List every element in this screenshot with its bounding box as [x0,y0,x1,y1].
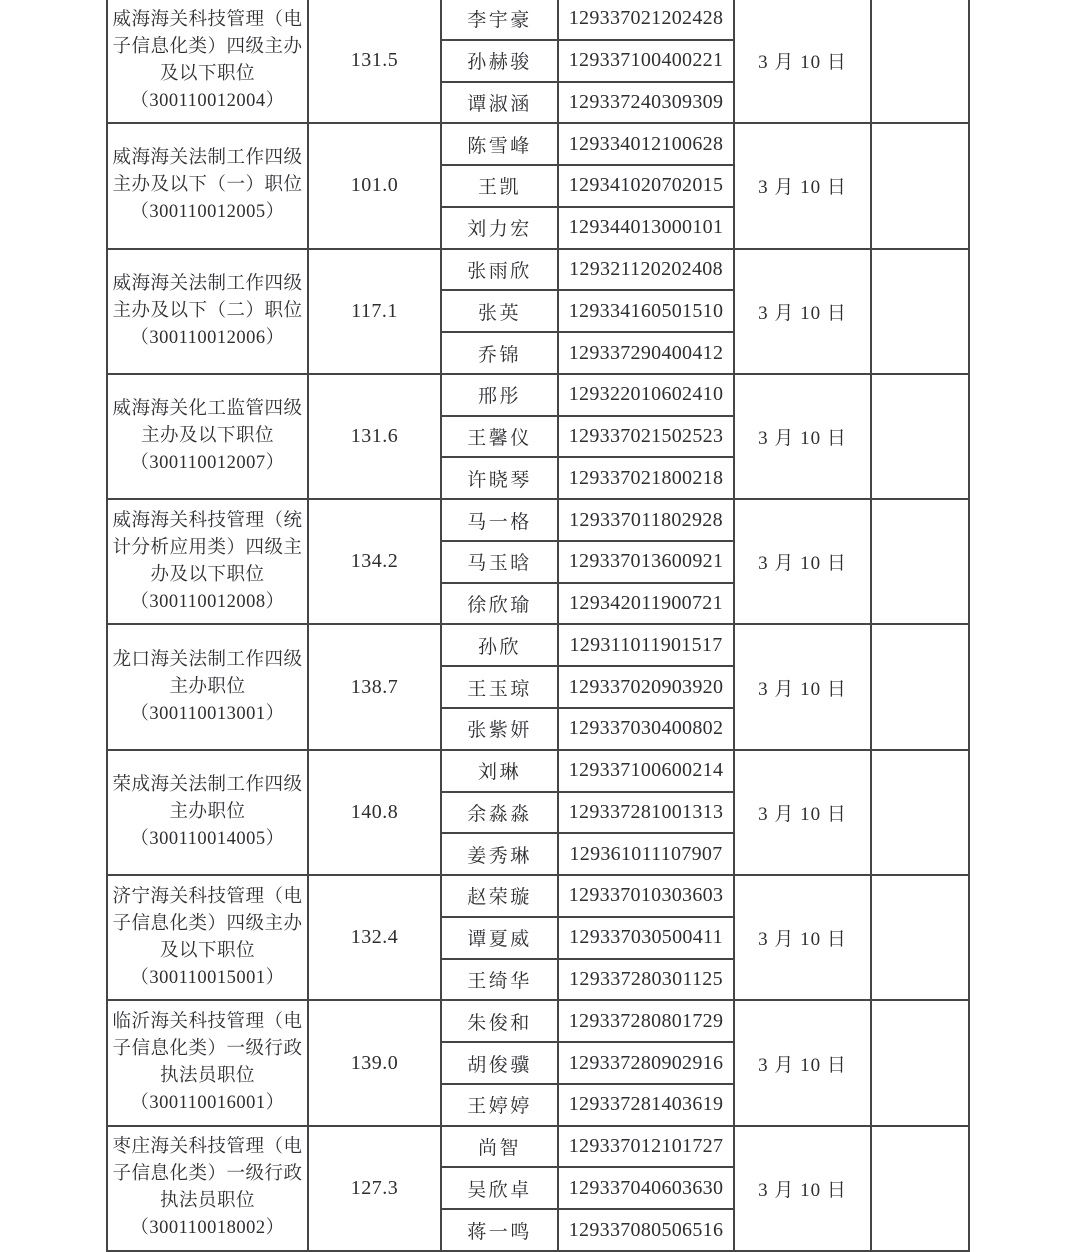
exam-number-cell: 129337280902916 [558,1042,734,1084]
remark-cell [871,875,969,1000]
candidate-name-cell: 谭夏威 [441,917,558,959]
candidate-name-cell: 吴欣卓 [441,1167,558,1209]
candidate-name-cell: 刘力宏 [441,207,558,249]
score-cell: 131.6 [308,374,441,499]
table-row [107,624,969,666]
candidate-name-cell: 赵荣璇 [441,875,558,917]
exam-number-cell: 129337030400802 [558,708,734,750]
table-row [107,1126,969,1168]
score-cell: 117.1 [308,249,441,374]
remark-cell [871,1126,969,1251]
exam-number-cell: 129337080506516 [558,1209,734,1251]
remark-cell [871,750,969,875]
table-row [107,249,969,291]
score-cell: 140.8 [308,750,441,875]
remark-cell [871,374,969,499]
table-row [107,374,969,416]
position-cell [107,1126,308,1251]
score-cell: 101.0 [308,123,441,248]
position-cell [107,624,308,749]
remark-cell [871,499,969,624]
position-line: 荣成海关法制工作四级 [112,774,303,795]
exam-number-cell: 129337240309309 [558,82,734,124]
remark-cell [871,249,969,374]
exam-number-cell: 129337012101727 [558,1126,734,1168]
position-line: 办及以下职位 [150,564,265,585]
position-line: （300110014005） [130,828,285,849]
interview-date-cell: 3 月 10 日 [734,0,871,123]
candidate-name-cell: 李宇豪 [441,0,558,40]
position-cell [107,1000,308,1125]
candidate-name-cell: 孙赫骏 [441,40,558,82]
exam-number-cell: 129344013000101 [558,207,734,249]
exam-number-cell: 129337020903920 [558,666,734,708]
position-line: 龙口海关法制工作四级 [112,649,303,670]
exam-number-cell: 129361011107907 [558,833,734,875]
exam-number-cell: 129337013600921 [558,541,734,583]
position-line: 及以下职位 [159,63,255,84]
candidate-name-cell: 马玉晗 [441,541,558,583]
interview-date-cell: 3 月 10 日 [734,499,871,624]
score-cell: 127.3 [308,1126,441,1251]
position-cell [107,249,308,374]
score-cell: 139.0 [308,1000,441,1125]
candidate-name-cell: 王玉琼 [441,666,558,708]
exam-number-cell: 129337100600214 [558,750,734,792]
exam-number-cell: 129337011802928 [558,499,734,541]
position-line: （300110012008） [130,591,285,612]
candidate-name-cell: 张雨欣 [441,249,558,291]
remark-cell [871,624,969,749]
table-row [107,1000,969,1042]
position-cell [107,0,308,123]
position-line: 枣庄海关科技管理（电 [112,1137,303,1158]
remark-cell [871,1000,969,1125]
candidate-name-cell: 谭淑涵 [441,82,558,124]
position-line: （300110013001） [130,703,285,724]
candidate-name-cell: 邢彤 [441,374,558,416]
position-line: 威海海关法制工作四级 [112,273,303,294]
table-row [107,499,969,541]
position-line: 主办职位 [169,801,246,822]
position-line: （300110012004） [130,90,285,111]
position-line: 主办及以下职位 [140,426,274,447]
interview-date-cell: 3 月 10 日 [734,624,871,749]
candidate-name-cell: 王婷婷 [441,1084,558,1126]
position-cell [107,499,308,624]
position-line: 威海海关科技管理（统 [112,510,303,531]
exam-number-cell: 129311011901517 [558,624,734,666]
interview-date-cell: 3 月 10 日 [734,875,871,1000]
remark-cell [871,123,969,248]
candidate-name-cell: 胡俊骥 [441,1042,558,1084]
position-line: （300110015001） [130,967,285,988]
table-row [107,0,969,40]
candidate-name-cell: 张英 [441,290,558,332]
candidate-name-cell: 余淼淼 [441,792,558,834]
candidate-name-cell: 马一格 [441,499,558,541]
exam-number-cell: 129337281403619 [558,1084,734,1126]
score-cell: 134.2 [308,499,441,624]
candidate-name-cell: 尚智 [441,1126,558,1168]
position-cell [107,875,308,1000]
exam-number-cell: 129337040603630 [558,1167,734,1209]
candidate-name-cell: 陈雪峰 [441,123,558,165]
position-line: 子信息化类）一级行政 [112,1164,303,1185]
candidate-name-cell: 王馨仪 [441,416,558,458]
candidate-name-cell: 刘琳 [441,750,558,792]
exam-number-cell: 129337281001313 [558,792,734,834]
candidate-name-cell: 许晓琴 [441,457,558,499]
table-row [107,750,969,792]
candidate-name-cell: 徐欣瑜 [441,583,558,625]
interview-date-cell: 3 月 10 日 [734,750,871,875]
position-line: 威海海关法制工作四级 [112,148,303,169]
exam-number-cell: 129337280801729 [558,1000,734,1042]
candidate-name-cell: 张紫妍 [441,708,558,750]
exam-number-cell: 129321120202408 [558,249,734,291]
position-line: 济宁海关科技管理（电 [112,886,303,907]
position-line: 威海海关科技管理（电 [112,9,303,30]
candidate-name-cell: 王绮华 [441,959,558,1001]
position-line: （300110016001） [130,1093,285,1114]
position-line: 执法员职位 [159,1191,255,1212]
candidate-name-cell: 蒋一鸣 [441,1209,558,1251]
position-line: （300110012007） [130,453,285,474]
interview-date-cell: 3 月 10 日 [734,1126,871,1251]
interview-date-cell: 3 月 10 日 [734,249,871,374]
exam-number-cell: 129337021202428 [558,0,734,40]
position-line: 主办及以下（二）职位 [112,300,303,321]
candidate-name-cell: 乔锦 [441,332,558,374]
position-cell [107,374,308,499]
candidate-name-cell: 姜秀琳 [441,833,558,875]
exam-number-cell: 129337030500411 [558,917,734,959]
candidate-name-cell: 朱俊和 [441,1000,558,1042]
exam-number-cell: 129334012100628 [558,123,734,165]
interview-candidates-table [106,0,970,1252]
table-body [107,0,969,1251]
interview-date-cell: 3 月 10 日 [734,374,871,499]
exam-number-cell: 129337100400221 [558,40,734,82]
interview-date-cell: 3 月 10 日 [734,123,871,248]
position-line: 子信息化类）四级主办 [112,913,303,934]
position-cell [107,123,308,248]
exam-number-cell: 129337290400412 [558,332,734,374]
exam-number-cell: 129322010602410 [558,374,734,416]
position-line: （300110012005） [130,202,285,223]
position-cell [107,750,308,875]
exam-number-cell: 129337280301125 [558,959,734,1001]
score-cell: 131.5 [308,0,441,123]
position-line: 执法员职位 [159,1066,255,1087]
table-row [107,123,969,165]
position-line: 子信息化类）四级主办 [112,36,303,57]
position-line: 主办及以下（一）职位 [112,175,303,196]
position-line: 子信息化类）一级行政 [112,1039,303,1060]
candidate-name-cell: 孙欣 [441,624,558,666]
position-line: 临沂海关科技管理（电 [112,1012,303,1033]
position-line: （300110012006） [130,327,285,348]
remark-cell [871,0,969,123]
exam-number-cell: 129337010303603 [558,875,734,917]
position-line: 威海海关化工监管四级 [112,399,303,420]
score-cell: 132.4 [308,875,441,1000]
score-cell: 138.7 [308,624,441,749]
position-line: （300110018002） [130,1218,285,1239]
exam-number-cell: 129342011900721 [558,583,734,625]
position-line: 主办职位 [169,676,246,697]
exam-number-cell: 129337021800218 [558,457,734,499]
candidate-name-cell: 王凯 [441,165,558,207]
exam-number-cell: 129341020702015 [558,165,734,207]
position-line: 计分析应用类）四级主 [112,537,303,558]
exam-number-cell: 129337021502523 [558,416,734,458]
table-row [107,875,969,917]
exam-number-cell: 129334160501510 [558,290,734,332]
position-line: 及以下职位 [159,940,255,961]
interview-date-cell: 3 月 10 日 [734,1000,871,1125]
